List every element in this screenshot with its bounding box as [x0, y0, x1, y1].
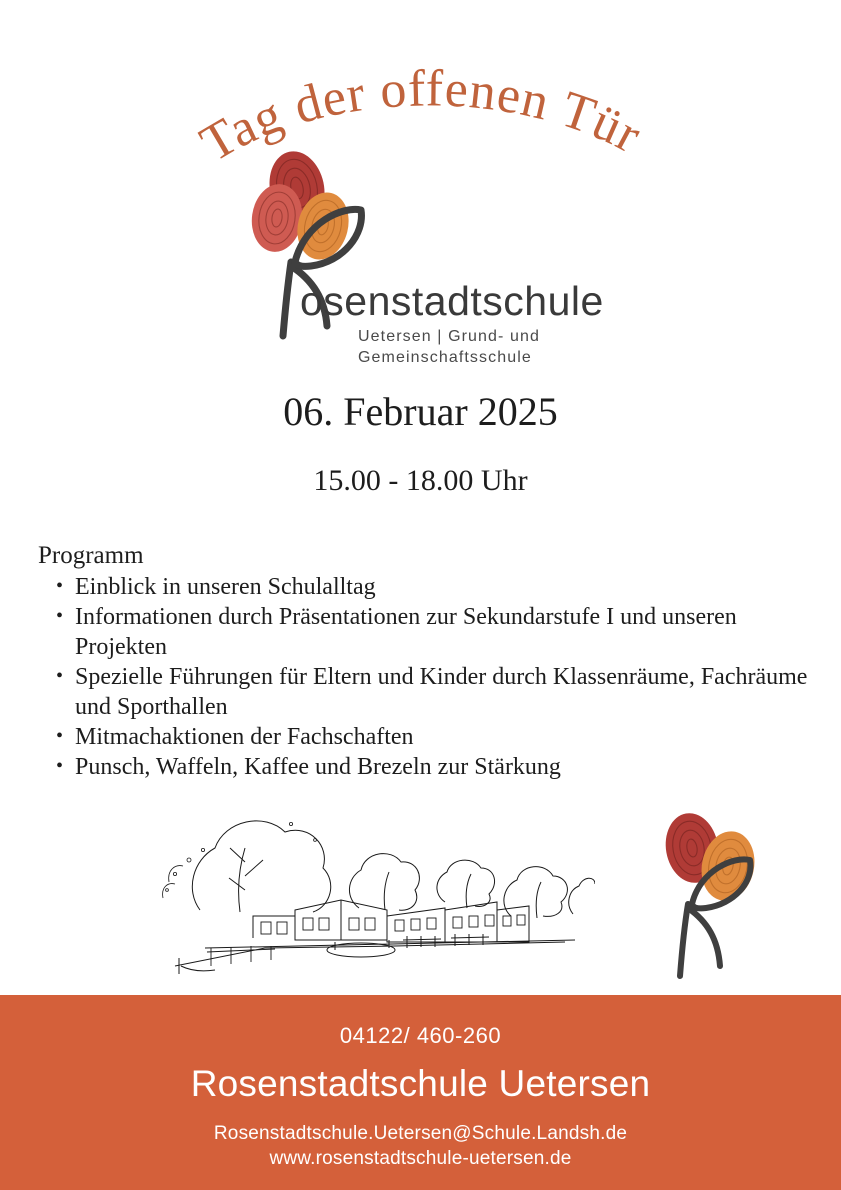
school-building-sketch [145, 790, 595, 980]
footer-email[interactable]: Rosenstadtschule.Uetersen@Schule.Landsh.de [213, 1123, 628, 1144]
programme-item: • Mitmachaktionen der Fachschaften [56, 722, 808, 752]
programme-item: • Spezielle Führungen für Eltern und Kinder durch Klassenräume, Fachräume und Sporthallen [56, 662, 808, 722]
footer-phone: 04122/ 460-260 [339, 1023, 502, 1048]
school-logo [0, 140, 841, 390]
footer-website[interactable]: www.rosenstadtschule-uetersen.de [269, 1148, 572, 1169]
footer-banner [0, 995, 841, 1190]
programme-item: • Informationen durch Präsentationen zur Sekundarstufe I und unseren Projekten [56, 602, 808, 662]
logo-subtitle-line1: Uetersen | Grund- und [358, 328, 541, 345]
logo-wordmark: osenstadtschule [300, 278, 604, 324]
footer-school-name: Rosenstadtschule Uetersen [190, 1063, 651, 1104]
programme-item: • Einblick in unseren Schulalltag [56, 572, 808, 602]
logo-subtitle [358, 326, 540, 368]
page-title: Tag der offenen Tür [191, 60, 651, 173]
logo-subtitle-line2: Gemeinschaftsschule [358, 349, 532, 366]
programme-heading: Programm [38, 542, 144, 569]
programme-list [38, 572, 808, 782]
event-time: 15.00 - 18.00 Uhr [313, 464, 528, 497]
event-date: 06. Februar 2025 [283, 389, 558, 434]
programme-item: • Punsch, Waffeln, Kaffee und Brezeln zur Stärkung [56, 752, 808, 782]
programme-section [38, 542, 808, 782]
fingerprint-balloons-icon [640, 800, 790, 995]
